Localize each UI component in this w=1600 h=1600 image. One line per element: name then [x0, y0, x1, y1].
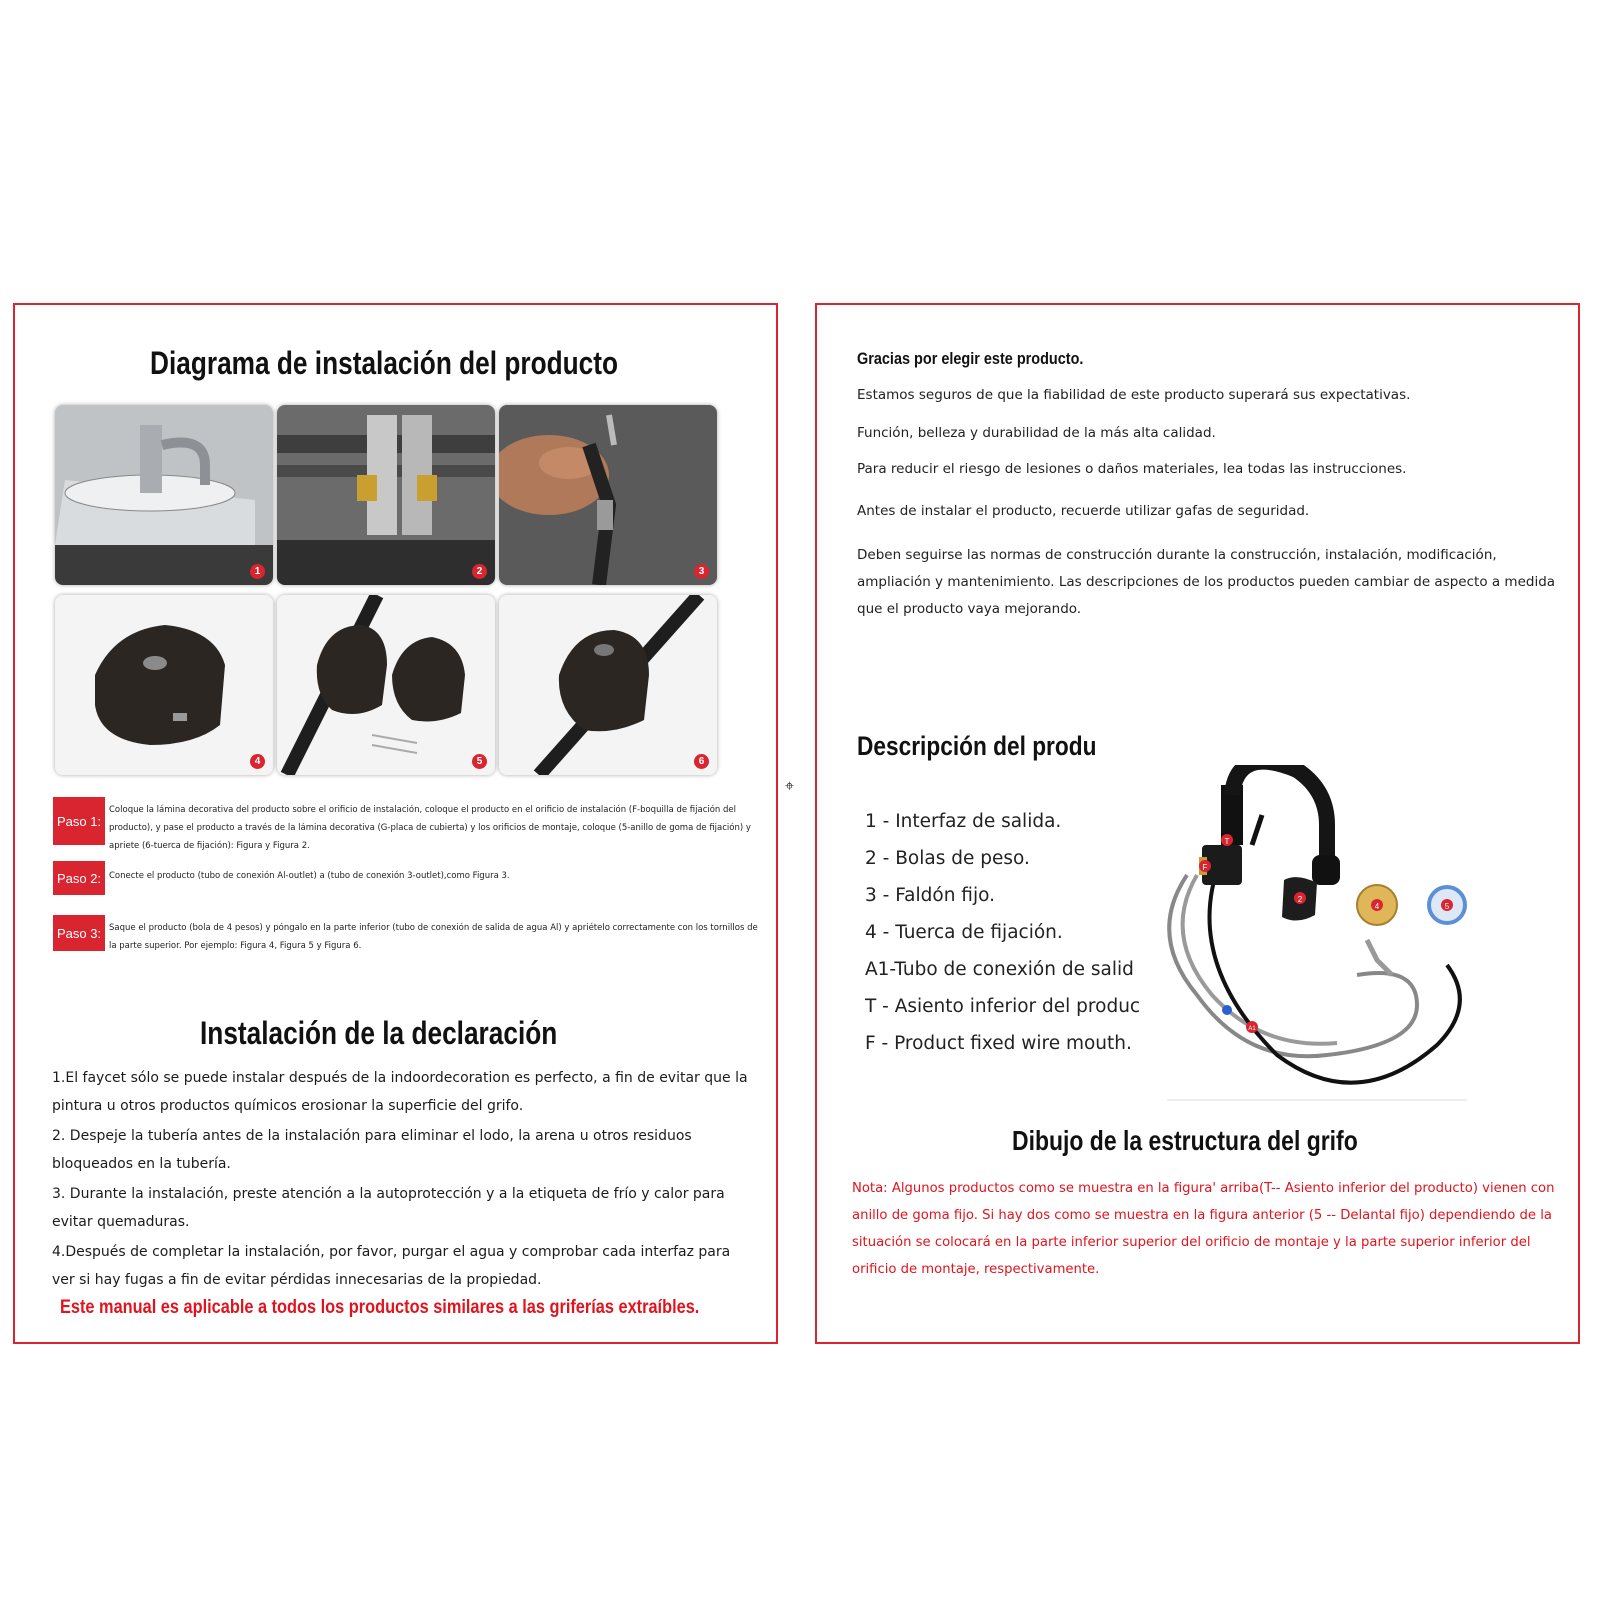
installation-photo-grid: [55, 405, 735, 785]
parts-list: [865, 803, 1145, 1062]
part-item: 4 - Tuerca de fijación.: [865, 922, 1063, 943]
photo-step-2: [277, 405, 495, 585]
marker-5: 5: [1444, 902, 1450, 911]
declaration-list: [52, 1065, 752, 1297]
declaration-item: 1.El faycet sólo se puede instalar después de la indoordecoration es perfecto, a fin de evitar que la pintura u otros productos químicos erosionar la superficie del grifo.: [52, 1070, 748, 1114]
photo-step-3: [499, 405, 717, 585]
declaration-title: Instalación de la declaración: [200, 1015, 558, 1051]
marker-a1: A1: [1248, 1026, 1256, 1032]
part-item: 1 - Interfaz de salida.: [865, 811, 1062, 832]
photo-step-1: [55, 405, 273, 585]
marker-t: T: [1224, 837, 1230, 846]
marker-f: F: [1202, 863, 1208, 872]
faucet-structure-diagram: [1157, 765, 1577, 1105]
part-item: 2 - Bolas de peso.: [865, 848, 1030, 869]
intro-line: Deben seguirse las normas de construcción durante la construcción, instalación, modificación, ampliación y mantenimiento. Las descripciones de los productos pueden cambiar de aspecto a medida que el producto vaya mejorando.: [857, 547, 1556, 617]
intro-text: [857, 387, 1567, 623]
photo-number-badge: 4: [250, 754, 265, 769]
intro-line: Antes de instalar el producto, recuerde utilizar gafas de seguridad.: [857, 503, 1310, 519]
intro-line: Para reducir el riesgo de lesiones o daños materiales, lea todas las instrucciones.: [857, 461, 1407, 477]
intro-line: Estamos seguros de que la fiabilidad de este producto superará sus expectativas.: [857, 387, 1411, 403]
part-item: A1-Tubo de conexión de salid: [865, 959, 1134, 980]
step-2-label: Paso 2:: [53, 861, 105, 895]
step-2-text: Conecte el producto (tubo de conexión Al-outlet) a (tubo de conexión 3-outlet),como Figura 3.: [109, 871, 510, 881]
declaration-item: 2. Despeje la tubería antes de la instalación para eliminar el lodo, la arena u otros residuos bloqueados en la tubería.: [52, 1128, 692, 1172]
declaration-item: 3. Durante la instalación, preste atención a la autoprotección y a la etiqueta de frío y calor para evitar quemaduras.: [52, 1186, 725, 1230]
intro-line: Función, belleza y durabilidad de la más alta calidad.: [857, 425, 1216, 441]
marker-2: 2: [1297, 895, 1303, 904]
installation-page: [13, 303, 778, 1344]
photo-step-4: [55, 595, 273, 775]
description-title: Descripción del produ: [857, 731, 1097, 761]
step-1-label: Paso 1:: [53, 797, 105, 845]
part-item: F - Product fixed wire mouth.: [865, 1033, 1132, 1054]
part-item: 3 - Faldón fijo.: [865, 885, 995, 906]
installation-diagram-title: Diagrama de instalación del producto: [150, 345, 619, 381]
declaration-item: 4.Después de completar la instalación, por favor, purgar el agua y comprobar cada interfaz para ver si hay fugas a fin de evitar pérdidas innecesarias de la propiedad.: [52, 1244, 731, 1288]
photo-number-badge: 6: [694, 754, 709, 769]
step-3-text: Saque el producto (bola de 4 pesos) y póngalo en la parte inferior (tubo de conexión de salida de agua Al) y apriételo correctamente con los tornillos de la parte superior. Por ejemplo: Figura 4, Figura 5 y Figura 6.: [109, 923, 758, 951]
applicability-note: Este manual es aplicable a todos los productos similares a las griferías extraíbles.: [60, 1297, 700, 1318]
photo-number-badge: 1: [250, 564, 265, 579]
thanks-title: Gracias por elegir este producto.: [857, 349, 1084, 368]
marker-4: 4: [1374, 902, 1380, 911]
step-3-label: Paso 3:: [53, 915, 105, 951]
photo-step-6: [499, 595, 717, 775]
structure-title: Dibujo de la estructura del grifo: [1012, 1125, 1358, 1156]
photo-step-5: [277, 595, 495, 775]
note-paragraph: Nota: Algunos productos como se muestra en la figura' arriba(T-- Asiento inferior del producto) vienen con anillo de goma fijo. Si hay dos como se muestra en la figura anterior (5 -- Delantal fijo) dependiendo de la situación se colocará en la parte inferior superior del orificio de montaje y la parte superior inferior del orificio de montaje, respectivamente.: [852, 1181, 1555, 1277]
description-page: [815, 303, 1580, 1344]
step-1-text: Coloque la lámina decorativa del producto sobre el orificio de instalación, coloque el producto en el orificio de instalación (F-boquilla de fijación del producto), y pase el producto a través de la lámina decorativa (G-placa de cubierta) y los orificios de montaje, coloque (5-anillo de goma de fijación) y apriete (6-tuerca de fijación): Figura y Figura 2.: [109, 805, 751, 851]
photo-number-badge: 2: [472, 564, 487, 579]
photo-number-badge: 3: [694, 564, 709, 579]
part-item: T - Asiento inferior del produc: [865, 996, 1141, 1017]
photo-number-badge: 5: [472, 754, 487, 769]
move-cursor-icon: ⌖: [785, 776, 795, 795]
